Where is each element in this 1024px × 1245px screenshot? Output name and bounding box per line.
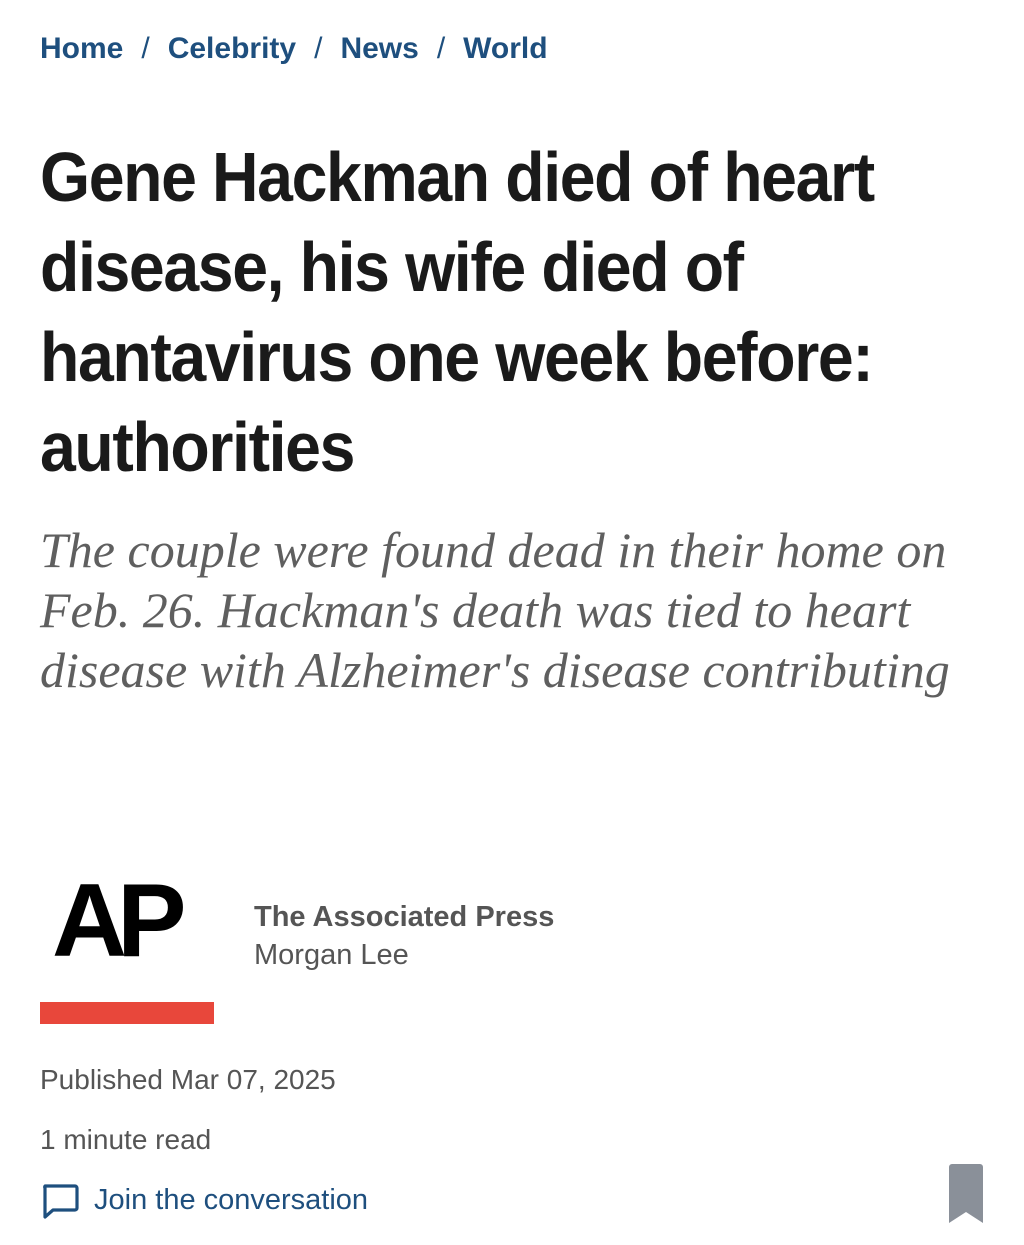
breadcrumb-separator: / xyxy=(314,32,323,65)
breadcrumb-home[interactable]: Home xyxy=(40,32,124,65)
breadcrumb-separator: / xyxy=(436,32,446,65)
breadcrumb-world[interactable]: World xyxy=(463,32,548,65)
ap-logo-text: AP xyxy=(52,863,177,979)
author-name[interactable]: Morgan Lee xyxy=(254,939,409,971)
breadcrumb-celebrity[interactable]: Celebrity xyxy=(167,32,297,65)
join-conversation-button[interactable] xyxy=(40,1180,368,1220)
article-subheadline: The couple were found dead in their home on Feb. 26. Hackman's death was tied to heart disease with Alzheimer's disease contributing xyxy=(40,522,950,698)
breadcrumb xyxy=(40,32,548,66)
published-date: Published Mar 07, 2025 xyxy=(40,1064,336,1095)
byline xyxy=(254,898,554,974)
join-conversation-label: Join the conversation xyxy=(94,1183,369,1216)
read-time: 1 minute read xyxy=(40,1124,212,1155)
ap-logo-accent-bar xyxy=(40,1002,214,1024)
chat-bubble-icon xyxy=(40,1180,80,1220)
article-headline: Gene Hackman died of heart disease, his wife died of hantavirus one week before: authorities xyxy=(40,138,874,486)
ap-logo[interactable] xyxy=(40,852,214,1024)
breadcrumb-separator: / xyxy=(141,32,150,65)
bookmark-icon[interactable] xyxy=(946,1163,986,1225)
source-name[interactable]: The Associated Press xyxy=(254,901,555,933)
breadcrumb-news[interactable]: News xyxy=(340,32,419,65)
